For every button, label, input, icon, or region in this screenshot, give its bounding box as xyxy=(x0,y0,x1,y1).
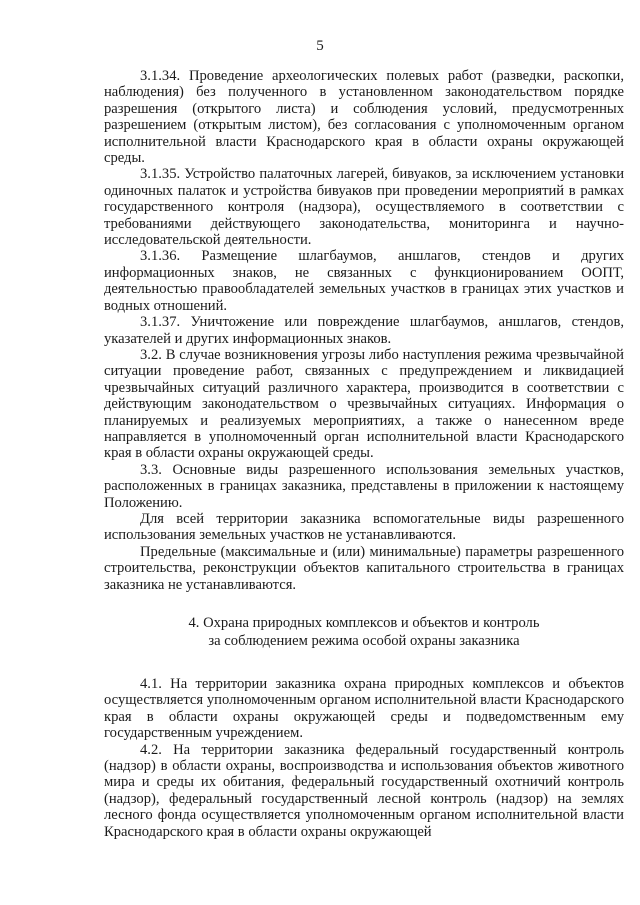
paragraph-3-1-37: 3.1.37. Уничтожение или повреждение шлагбаумов, аншлагов, стендов, указателей и других информационных знаков. xyxy=(104,314,624,347)
page-number: 5 xyxy=(316,38,324,54)
section-heading-line-1: 4. Охрана природных комплексов и объектов и контроль xyxy=(188,615,540,631)
paragraph-auxiliary-use: Для всей территории заказника вспомогательные виды разрешенного использования земельных участков не устанавливаются. xyxy=(104,510,624,544)
paragraph-3-1-35: 3.1.35. Устройство палаточных лагерей, бивуаков, за исключением установки одиночных палаток и устройства бивуаков при проведении мероприятий в рамках государственного контроля (надзора), осуществляемого в соответствии с требованиями действующего законодательства, мониторинга и научно-исследовательской деятельности. xyxy=(104,166,624,249)
section-heading xyxy=(104,615,624,650)
paragraph-4-2: 4.2. На территории заказника федеральный государственный контроль (надзор) в области охраны, воспроизводства и использования объектов животного мира и среды их обитания, федеральный государственный охотничий контроль (надзор), федеральный государственный лесной контроль (надзор) на землях лесного фонда осуществляется уполномоченным органом исполнительной власти Краснодарского края в области охраны окружающей xyxy=(104,741,624,840)
paragraph-limit-parameters: Предельные (максимальные и (или) минимальные) параметры разрешенного строительства, реконструкции объектов капитального строительства в границах заказника не устанавливаются. xyxy=(104,543,624,593)
section-heading-line-2: за соблюдением режима особой охраны заказника xyxy=(208,632,520,649)
document-body xyxy=(104,68,624,840)
paragraph-4-1: 4.1. На территории заказника охрана природных комплексов и объектов осуществляется уполномоченным органом исполнительной власти Краснодарского края в области охраны окружающей среды и подведомственным ему государственным учреждением. xyxy=(104,676,624,742)
paragraph-3-3: 3.3. Основные виды разрешенного использования земельных участков, расположенных в границах заказника, представлены в приложении к настоящему Положению. xyxy=(104,461,624,511)
paragraph-3-1-36: 3.1.36. Размещение шлагбаумов, аншлагов, стендов и других информационных знаков, не связанных с функционированием ООПТ, деятельностью правообладателей земельных участков в границах этих участков и водных отношений. xyxy=(104,248,624,314)
paragraph-3-2: 3.2. В случае возникновения угрозы либо наступления режима чрезвычайной ситуации проведение работ, связанных с предупреждением и ликвидацией чрезвычайных ситуаций различного характера, производится в соответствии с действующим законодательством о чрезвычайных ситуациях. Информация о планируемых и реализуемых мероприятиях, а также о нанесенном вреде направляется в уполномоченный орган исполнительной власти Краснодарского края в области охраны окружающей среды. xyxy=(104,346,624,462)
paragraph-3-1-34: 3.1.34. Проведение археологических полевых работ (разведки, раскопки, наблюдения) без полученного в установленном законодательством порядке разрешения (открытого листа) и соблюдения условий, предусмотренных разрешением (открытым листом), без согласования с уполномоченным органом исполнительной власти Краснодарского края в области охраны окружающей среды. xyxy=(104,68,624,167)
